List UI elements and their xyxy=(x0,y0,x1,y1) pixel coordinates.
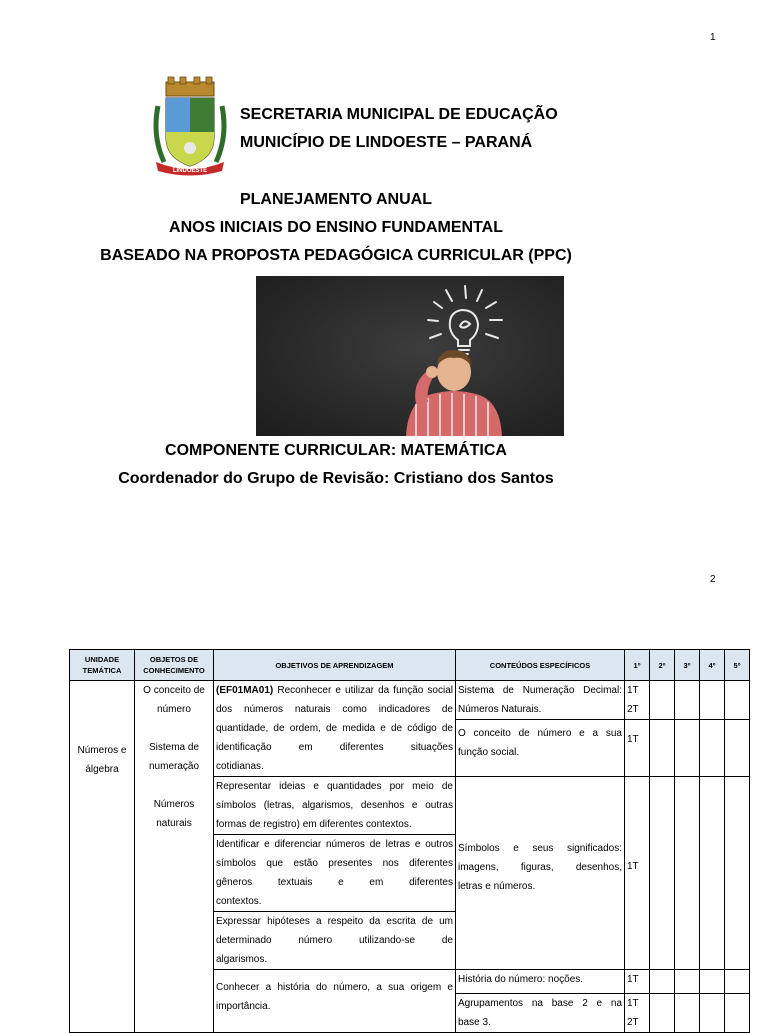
curricular-component: COMPONENTE CURRICULAR: MATEMÁTICA xyxy=(165,442,507,459)
objetivo-historia-numero: Conhecer a história do número, a sua origem e importância. xyxy=(214,970,456,1033)
objetivo-expressar-hipoteses: Expressar hipóteses a respeito da escrita de um determinado número utilizando-se de algarismos. xyxy=(214,912,456,970)
year-5-cell xyxy=(725,970,750,994)
objetos-conhecimento-cell: O conceito de número Sistema de numeração Números naturais xyxy=(135,681,214,1033)
year-2-cell xyxy=(650,994,675,1033)
page-number-1: 1 xyxy=(710,32,716,43)
header-year-5: 5º xyxy=(725,650,750,681)
conteudo-agrupamentos: Agrupamentos na base 2 e na base 3. xyxy=(456,994,625,1033)
org-title-line-2: MUNICÍPIO DE LINDOESTE – PARANÁ xyxy=(240,134,533,151)
conteudo-historia-numero: História do número: noções. xyxy=(456,970,625,994)
objetivo-ef01ma01: (EF01MA01) Reconhecer e utilizar da função social dos números naturais como indicadores de quantidade, de ordem, de medida e de código de identificação em diferentes situações cotidianas. xyxy=(214,681,456,777)
header-objetos: OBJETOS DE CONHECIMENTO xyxy=(135,650,214,681)
table-header-row xyxy=(70,650,750,681)
header-objetivos: OBJETIVOS DE APRENDIZAGEM xyxy=(214,650,456,681)
svg-text:LINDOESTE: LINDOESTE xyxy=(172,168,208,174)
conteudo-simbolos: Símbolos e seus significados: imagens, figuras, desenhos, letras e números. xyxy=(456,777,625,970)
planning-table xyxy=(69,649,750,1033)
year-2-cell xyxy=(650,681,675,720)
cover-photo-child-lightbulb xyxy=(256,276,564,436)
year-3-cell xyxy=(675,681,700,720)
header-year-4: 4º xyxy=(700,650,725,681)
objetivo-representar-ideias: Representar ideias e quantidades por meio de símbolos (letras, algarismos, desenhos e outras formas de registro) em diferentes contextos. xyxy=(214,777,456,835)
year-4-cell xyxy=(700,970,725,994)
header-year-2: 2º xyxy=(650,650,675,681)
year-5-cell xyxy=(725,777,750,970)
year-2-cell xyxy=(650,720,675,777)
year-4-cell xyxy=(700,777,725,970)
chalkboard-illustration xyxy=(256,276,564,436)
year-2-cell xyxy=(650,970,675,994)
unidade-tematica-cell: Números e álgebra xyxy=(70,681,135,1033)
table-row xyxy=(70,681,750,720)
year-3-cell xyxy=(675,777,700,970)
doc-title-line-3: BASEADO NA PROPOSTA PEDAGÓGICA CURRICULAR (PPC) xyxy=(100,247,572,264)
conteudo-sistema-numeracao: Sistema de Numeração Decimal: Números Naturais. xyxy=(456,681,625,720)
year-5-cell xyxy=(725,720,750,777)
year-1-cell: 1T xyxy=(625,777,650,970)
objetivo-identificar-numeros: Identificar e diferenciar números de letras e outros símbolos que estão presentes nos diferentes gêneros textuais e em diferentes contextos. xyxy=(214,835,456,912)
doc-title-line-2: ANOS INICIAIS DO ENSINO FUNDAMENTAL xyxy=(169,219,503,236)
year-1-cell: 1T 2T xyxy=(625,681,650,720)
org-title-line-1: SECRETARIA MUNICIPAL DE EDUCAÇÃO xyxy=(240,106,558,123)
header-year-1: 1º xyxy=(625,650,650,681)
year-5-cell xyxy=(725,994,750,1033)
year-5-cell xyxy=(725,681,750,720)
doc-title-line-1: PLANEJAMENTO ANUAL xyxy=(239,191,432,208)
header-unidade: UNIDADE TEMÁTICA xyxy=(70,650,135,681)
year-1-cell: 1T xyxy=(625,720,650,777)
year-4-cell xyxy=(700,681,725,720)
header-year-3: 3º xyxy=(675,650,700,681)
coordinator-line: Coordenador do Grupo de Revisão: Cristiano dos Santos xyxy=(118,470,554,487)
year-1-cell: 1T 2T xyxy=(625,994,650,1033)
conteudo-conceito-numero: O conceito de número e a sua função social. xyxy=(456,720,625,777)
year-4-cell xyxy=(700,720,725,777)
year-3-cell xyxy=(675,994,700,1033)
page-number-2: 2 xyxy=(710,574,716,585)
year-4-cell xyxy=(700,994,725,1033)
year-2-cell xyxy=(650,777,675,970)
municipal-crest-logo xyxy=(150,76,230,176)
year-1-cell: 1T xyxy=(625,970,650,994)
year-3-cell xyxy=(675,970,700,994)
year-3-cell xyxy=(675,720,700,777)
header-conteudos: CONTEÚDOS ESPECÍFICOS xyxy=(456,650,625,681)
